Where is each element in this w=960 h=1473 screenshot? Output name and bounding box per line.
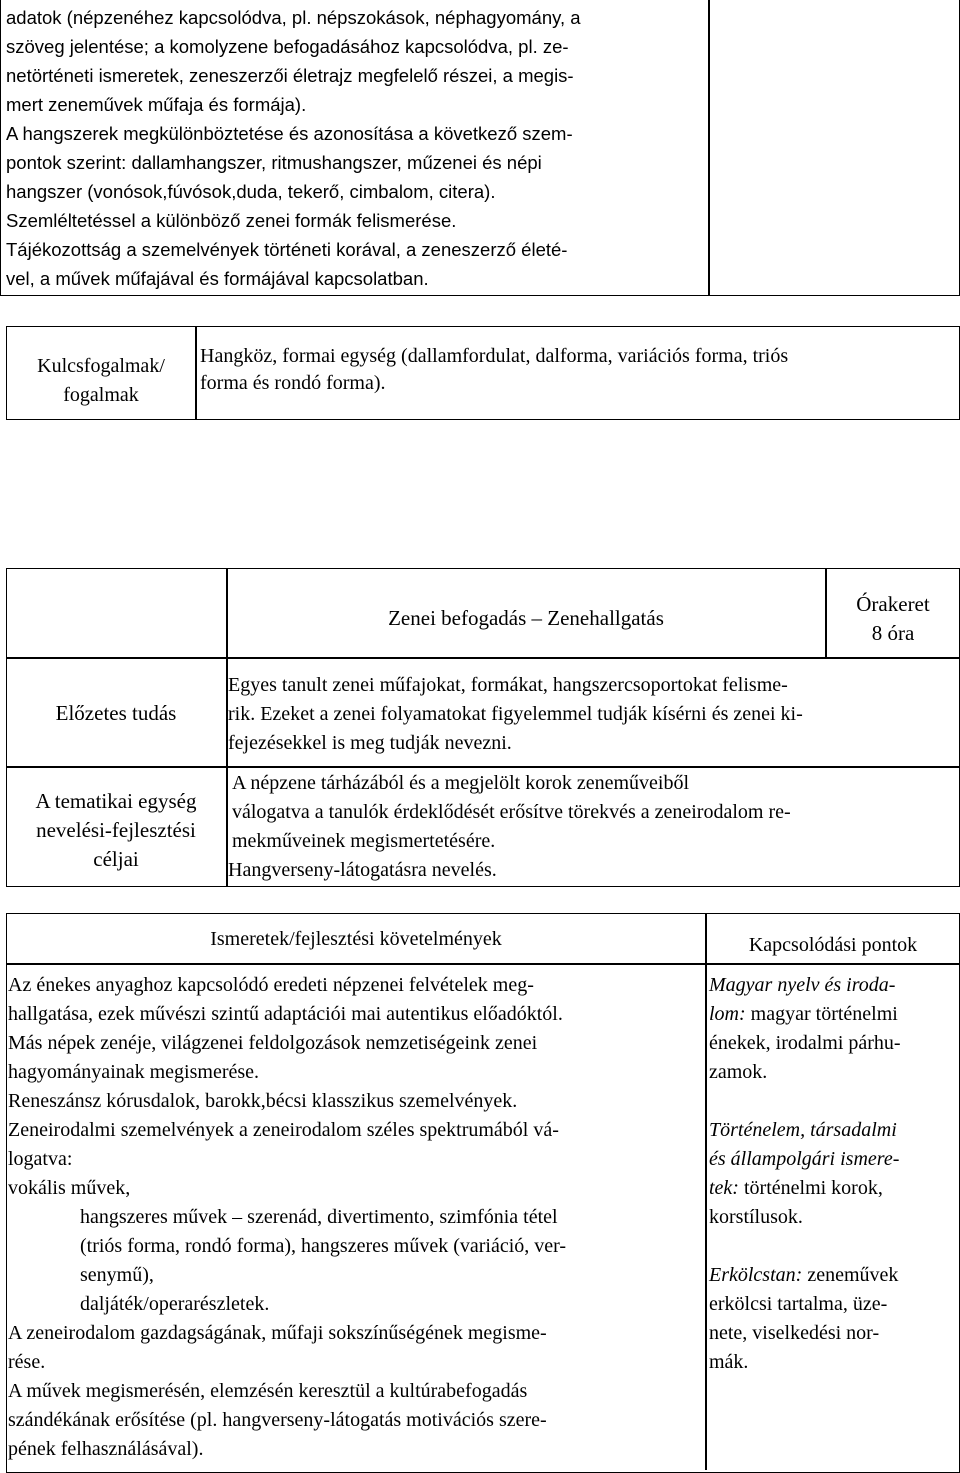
elozetes-text: fejezésekkel is meg tudják nevezni. <box>228 732 512 754</box>
kapcsolodasi-subject: Magyar nyelv és iroda- <box>709 974 896 996</box>
ismeretek-line: hangszeres művek – szerenád, divertimento, szimfónia tétel <box>80 1206 558 1228</box>
kapcsolodasi-line: mák. <box>709 1351 749 1373</box>
kapcsolodasi-text: történelmi korok, <box>738 1177 883 1199</box>
celok-text: válogatva a tanulók érdeklődését erősítve törekvés a zeneirodalom re- <box>232 801 791 823</box>
kapcsolodasi-line: zamok. <box>709 1061 768 1083</box>
kulcsfogalmak-text: Hangköz, formai egység (dallamfordulat, dalforma, variációs forma, triós <box>200 345 789 367</box>
ismeretek-line: A zeneirodalom gazdagságának, műfaji sokszínűségének megisme- <box>8 1322 547 1344</box>
celok-text: Hangverseny-látogatásra nevelés. <box>228 859 497 881</box>
top-table-divider <box>708 0 710 296</box>
elozetes-text: Egyes tanult zenei műfajokat, formákat, hangszercsoportokat felisme- <box>228 674 788 696</box>
top-text-line: pontok szerint: dallamhangszer, ritmushangszer, műzenei és népi <box>6 152 542 173</box>
celok-label: céljai <box>93 847 139 871</box>
tematika-row-divider <box>6 766 960 768</box>
elozetes-text: rik. Ezeket a zenei folyamatokat figyelemmel tudják kísérni és zenei ki- <box>228 703 803 725</box>
kulcsfogalmak-text: forma és rondó forma). <box>200 372 386 394</box>
kapcsolodasi-line: erkölcsi tartalma, üze- <box>709 1293 888 1315</box>
kapcsolodasi-header: Kapcsolódási pontok <box>748 934 918 956</box>
top-text-line: Tájékozottság a szemelvények történeti korával, a zeneszerző életé- <box>6 239 568 260</box>
kapcsolodasi-line <box>709 1262 898 1289</box>
ismeretek-line: pének felhasználásával). <box>8 1438 204 1460</box>
top-text-line: netörténeti ismeretek, zeneszerzői életrajz megfelelő részei, a megis- <box>6 65 574 86</box>
ismeretek-line: logatva: <box>8 1148 73 1170</box>
ismeretek-line: daljáték/operarészletek. <box>80 1293 270 1315</box>
ismeretek-line: rése. <box>8 1351 46 1373</box>
kapcsolodasi-subject: és állampolgári ismere- <box>709 1148 900 1170</box>
ismeretek-line: Az énekes anyaghoz kapcsolódó eredeti népzenei felvételek meg- <box>8 974 534 996</box>
top-text-line: adatok (népzenéhez kapcsolódva, pl. népszokások, néphagyomány, a <box>6 7 581 28</box>
kapcsolodasi-line <box>709 1001 898 1028</box>
ismeretek-line: Reneszánsz kórusdalok, barokk,bécsi klasszikus szemelvények. <box>8 1090 518 1112</box>
ismeretek-header-divider <box>6 963 960 965</box>
kulcsfogalmak-divider <box>195 326 197 420</box>
top-text-line: Szemléltetéssel a különböző zenei formák felismerése. <box>6 210 457 231</box>
ismeretek-line: (triós forma, rondó forma), hangszeres művek (variáció, ver- <box>80 1235 567 1257</box>
kapcsolodasi-line: nete, viselkedési nor- <box>709 1322 880 1344</box>
kapcsolodasi-subject: Történelem, társadalmi <box>709 1119 897 1141</box>
kapcsolodasi-line <box>709 972 895 999</box>
kapcsolodasi-line: korstílusok. <box>709 1206 803 1228</box>
top-text-line: A hangszerek megkülönböztetése és azonosítása a következő szem- <box>6 123 573 144</box>
kapcsolodasi-text: zeneművek <box>802 1264 899 1286</box>
ismeretek-line: A művek megismerésén, elemzésén keresztül a kultúrabefogadás <box>8 1380 528 1402</box>
celok-text: mekműveinek megismertetésére. <box>232 830 496 852</box>
ismeretek-line: hagyományainak megismerése. <box>8 1061 260 1083</box>
ismeretek-line: senymű), <box>80 1264 154 1286</box>
orakeret-value: 8 óra <box>871 621 915 645</box>
celok-label: A tematikai egység <box>35 789 197 813</box>
kapcsolodasi-subject: tek: <box>709 1177 739 1199</box>
kapcsolodasi-text: magyar történelmi <box>745 1003 898 1025</box>
tematika-row-divider <box>6 657 960 659</box>
ismeretek-line: hallgatása, ezek művészi szintű adaptációi mai autentikus előadóktól. <box>8 1003 563 1025</box>
kapcsolodasi-subject: Erkölcstan: <box>709 1264 803 1286</box>
top-text-line: vel, a művek műfajával és formájával kapcsolatban. <box>6 268 429 289</box>
top-text-line: hangszer (vonósok,fúvósok,duda, tekerő, cimbalom, citera). <box>6 181 496 202</box>
ismeretek-line: vokális művek, <box>8 1177 131 1199</box>
kulcsfogalmak-label: Kulcsfogalmak/ <box>37 355 165 377</box>
celok-text: A népzene tárházából és a megjelölt korok zeneműveiből <box>232 772 690 794</box>
kapcsolodasi-line <box>709 1146 899 1173</box>
celok-label: nevelési-fejlesztési <box>36 818 196 842</box>
ismeretek-line: Más népek zenéje, világzenei feldolgozások nemzetiségeink zenei <box>8 1032 538 1054</box>
ismeretek-header: Ismeretek/fejlesztési követelmények <box>210 928 502 950</box>
elozetes-label: Előzetes tudás <box>55 701 177 725</box>
orakeret-label: Órakeret <box>856 592 930 616</box>
top-text-line: szöveg jelentése; a komolyzene befogadásához kapcsolódva, pl. ze- <box>6 36 569 57</box>
ismeretek-col-divider <box>705 913 707 1470</box>
top-text-line: mert zeneművek műfaja és formája). <box>6 94 307 115</box>
kapcsolodasi-subject: lom: <box>709 1003 746 1025</box>
kapcsolodasi-line: énekek, irodalmi párhu- <box>709 1032 901 1054</box>
kapcsolodasi-line <box>709 1117 897 1144</box>
ismeretek-line: Zeneirodalmi szemelvények a zeneirodalom széles spektrumából vá- <box>8 1119 559 1141</box>
tematika-title: Zenei befogadás – Zenehallgatás <box>388 606 664 630</box>
kapcsolodasi-line <box>709 1175 883 1202</box>
ismeretek-line: szándékának erősítése (pl. hangverseny-látogatás motivációs szere- <box>8 1409 547 1431</box>
kulcsfogalmak-label: fogalmak <box>63 384 139 406</box>
